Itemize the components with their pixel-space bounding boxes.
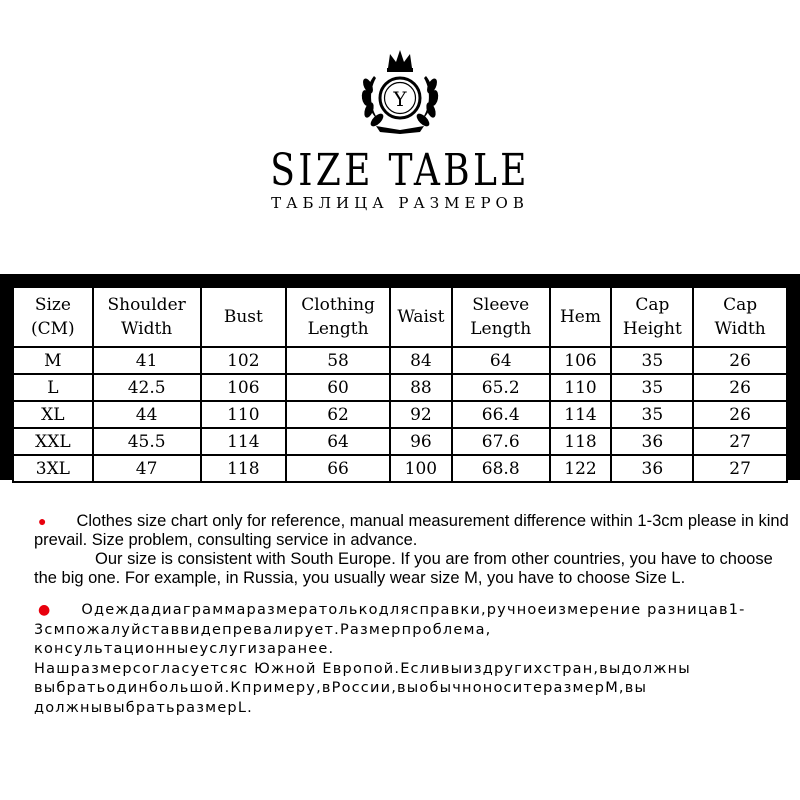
column-header [611, 287, 693, 347]
column-header-text: Hem [559, 307, 601, 327]
table-cell: 45.5 [93, 428, 201, 455]
notes [34, 512, 794, 718]
table-cell: 106 [201, 374, 287, 401]
table-cell: 36 [611, 455, 693, 482]
table-header-row [13, 287, 787, 347]
table-cell: 92 [390, 401, 452, 428]
table-cell: 41 [93, 347, 201, 374]
size-table-frame [0, 274, 800, 480]
table-row [13, 428, 787, 455]
column-header [93, 287, 201, 347]
table-cell: 26 [693, 347, 787, 374]
page-title: SIZE TABLE [270, 145, 530, 196]
note-ru-1: Одеждадиаграммаразмератолькодляспрaвки,ручноеизмерение разницав1-3смпожалуйставвидепревалирует.Размерпроблема, консультационныеуслугизаранее. [34, 602, 746, 657]
table-cell: 27 [693, 455, 787, 482]
table-cell: 66.4 [452, 401, 550, 428]
column-header [286, 287, 390, 347]
table-cell: 68.8 [452, 455, 550, 482]
table-cell: 106 [550, 347, 612, 374]
column-header [693, 287, 787, 347]
table-cell: 88 [390, 374, 452, 401]
column-header-text: Clothing [301, 295, 375, 315]
column-header-text: (CM) [31, 319, 75, 339]
table-row [13, 455, 787, 482]
column-header-text: Height [622, 319, 682, 339]
table-cell: 60 [286, 374, 390, 401]
table-cell: 66 [286, 455, 390, 482]
table-cell: 26 [693, 374, 787, 401]
table-cell: 27 [693, 428, 787, 455]
table-row [13, 401, 787, 428]
note-russian [34, 601, 794, 718]
table-cell: 96 [390, 428, 452, 455]
column-header-text: Cap [635, 295, 670, 315]
table-row [13, 374, 787, 401]
table-cell: 35 [611, 401, 693, 428]
table-row [13, 347, 787, 374]
table-cell: 118 [550, 428, 612, 455]
column-header-text: Cap [723, 295, 758, 315]
column-header-text: Size [34, 295, 71, 315]
table-cell: 64 [286, 428, 390, 455]
table-cell: 44 [93, 401, 201, 428]
table-cell: 67.6 [452, 428, 550, 455]
column-header-text: Sleeve [472, 295, 530, 315]
size-label-cell: XXL [13, 428, 93, 455]
size-label-cell: M [13, 347, 93, 374]
table-cell: 35 [611, 347, 693, 374]
table-cell: 122 [550, 455, 612, 482]
table-cell: 84 [390, 347, 452, 374]
table-cell: 118 [201, 455, 287, 482]
column-header-text: Length [470, 319, 532, 339]
size-label-cell: XL [13, 401, 93, 428]
table-cell: 65.2 [452, 374, 550, 401]
table-cell: 114 [550, 401, 612, 428]
column-header [13, 287, 93, 347]
note-ru-2: Нашразмерсогласуетсяс Южной Европой.Есливыиздругихстран,выдолжны выбратьодинбольшой.Кпримеру,вРоссии,выобычноноситеразмерM,вы должнывыбратьразмерL. [34, 660, 691, 716]
column-header [390, 287, 452, 347]
column-header-text: Waist [397, 307, 445, 327]
column-header-text: Shoulder [107, 295, 186, 315]
column-header [452, 287, 550, 347]
table-cell: 102 [201, 347, 287, 374]
bullet-icon: ● [38, 602, 52, 618]
note-english [34, 512, 794, 588]
crest-logo [354, 46, 446, 138]
column-header [550, 287, 612, 347]
table-cell: 62 [286, 401, 390, 428]
column-header-text: Length [307, 319, 369, 339]
page-subtitle: ТАБЛИЦА РАЗМЕРОВ [271, 194, 529, 212]
note-en-2: Our size is consistent with South Europe. If you are from other countries, you have to choose the big one. For example, in Russia, you usually wear size M, you have to choose Size L. [34, 550, 773, 587]
size-label-cell: L [13, 374, 93, 401]
size-label-cell: 3XL [13, 455, 93, 482]
column-header-text: Width [714, 319, 766, 339]
table-cell: 26 [693, 401, 787, 428]
column-header-text: Bust [223, 307, 263, 327]
note-en-1: Clothes size chart only for reference, manual measurement difference within 1-3cm please in kind prevail. Size problem, consulting service in advance. [34, 512, 789, 549]
table-cell: 47 [93, 455, 201, 482]
column-header-text: Width [120, 319, 173, 339]
column-header [201, 287, 287, 347]
table-cell: 36 [611, 428, 693, 455]
table-cell: 42.5 [93, 374, 201, 401]
table-cell: 110 [201, 401, 287, 428]
table-cell: 58 [286, 347, 390, 374]
table-cell: 100 [390, 455, 452, 482]
table-cell: 114 [201, 428, 287, 455]
bullet-icon: ● [38, 513, 47, 529]
table-cell: 110 [550, 374, 612, 401]
logo-letter: Y [393, 87, 407, 111]
size-table [12, 286, 788, 483]
table-cell: 64 [452, 347, 550, 374]
table-cell: 35 [611, 374, 693, 401]
